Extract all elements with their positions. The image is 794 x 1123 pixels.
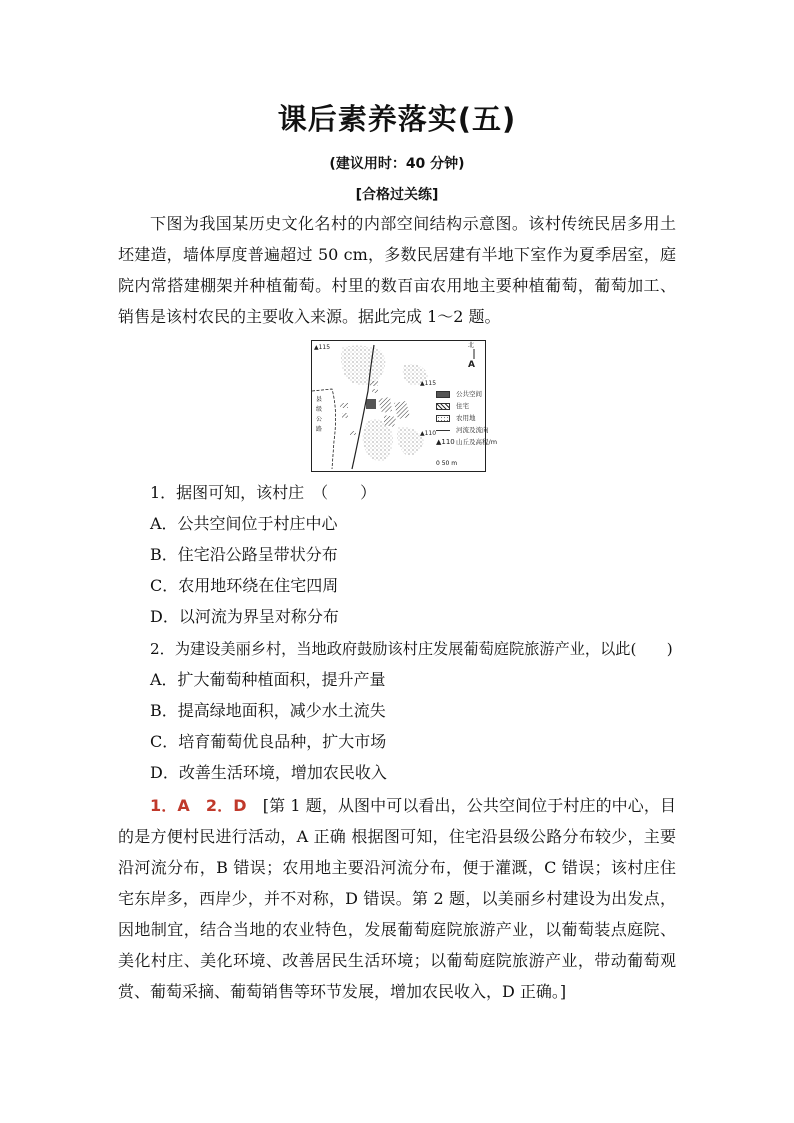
legend-label: 公共空间 bbox=[456, 390, 482, 398]
question-2-option-a: A．扩大葡萄种植面积，提升产量 bbox=[150, 670, 386, 689]
time-suggestion: (建议用时：40 分钟) bbox=[329, 156, 465, 172]
question-1-stem: 1．据图可知，该村庄 （ ） bbox=[150, 483, 377, 502]
scale-bar: 0 50 m bbox=[436, 460, 458, 467]
housing-block bbox=[384, 415, 396, 427]
north-label: 北 bbox=[468, 342, 475, 349]
housing-swatch bbox=[436, 403, 450, 410]
peak-label-tl: ▲115 bbox=[314, 344, 331, 351]
road-label-2: 级 bbox=[316, 406, 323, 413]
legend-label: 河流及流向 bbox=[456, 426, 489, 434]
section-heading: [合格过关练] bbox=[355, 187, 439, 203]
north-letter: A bbox=[468, 360, 475, 370]
page-title: 课后素养落实(五) bbox=[277, 102, 517, 136]
public-space bbox=[366, 399, 376, 409]
answer-text: [第 1 题，从图中可以看出，公共空间位于村庄的中心，目的是方便村民进行活动，A 正确 根据图可知，住宅沿县级公路分布较少，主要沿河流分布，B 错误；农用地主要沿河流分布，便于灌溉，C 错误；该村庄住宅东岸多，西岸少，并不对称，D 错误。第 2 题，以美丽乡村建设为出发点，因地制宜，结合当地的农业特色，发展葡萄庭院旅游产业，以葡萄装点庭院、美化村庄、美化环境、改善居民生活环境；以葡萄庭院旅游产业，带动葡萄观赏、葡萄采摘、葡萄销售等环节发展，增加农民收入，D 正确。] bbox=[118, 796, 676, 1001]
road-label-3: 公 bbox=[316, 416, 323, 423]
legend-hill bbox=[436, 436, 497, 448]
housing-block bbox=[378, 397, 392, 413]
legend-public-space bbox=[436, 388, 497, 400]
housing-block bbox=[350, 431, 356, 435]
farmland-area-north bbox=[341, 346, 385, 385]
question-2-option-b: B．提高绿地面积，减少水土流失 bbox=[150, 701, 386, 720]
river-legend-line bbox=[436, 430, 450, 431]
housing-block bbox=[370, 381, 378, 386]
legend-label: 山丘及高程/m bbox=[456, 438, 498, 446]
legend-river bbox=[436, 424, 497, 436]
farmland-swatch bbox=[436, 415, 450, 422]
hill-symbol: ▲110 bbox=[436, 438, 455, 446]
question-1-option-b: B．住宅沿公路呈带状分布 bbox=[150, 545, 338, 564]
question-1-option-c: C．农用地环绕在住宅四周 bbox=[150, 576, 339, 595]
housing-block bbox=[372, 389, 378, 393]
legend-label: 农用地 bbox=[456, 414, 476, 422]
road-label-1: 县 bbox=[316, 396, 323, 403]
housing-block bbox=[394, 401, 410, 419]
legend-housing bbox=[436, 400, 497, 412]
question-1-option-a: A．公共空间位于村庄中心 bbox=[150, 514, 338, 533]
answer-key: 1．A 2．D bbox=[150, 796, 247, 815]
question-2-option-c: C．培育葡萄优良品种，扩大市场 bbox=[150, 732, 387, 751]
housing-block bbox=[340, 403, 348, 408]
legend-farmland bbox=[436, 412, 497, 424]
peak-label-br: ▲110 bbox=[420, 430, 437, 437]
question-2-option-d: D．改善生活环境，增加农民收入 bbox=[150, 763, 387, 782]
legend-label: 住宅 bbox=[456, 402, 469, 410]
peak-label-right: ▲115 bbox=[420, 380, 437, 387]
public-space-swatch bbox=[436, 391, 450, 398]
intro-paragraph: 下图为我国某历史文化名村的内部空间结构示意图。该村传统民居多用土坯建造，墙体厚度普遍超过 50 cm，多数民居建有半地下室作为夏季居室，庭院内常搭建棚架并种植葡萄。村里的数百亩农用地主要种植葡萄，葡萄加工、销售是该村农民的主要收入来源。据此完成 1～2 题。 bbox=[118, 214, 676, 326]
road-label-4: 路 bbox=[316, 426, 323, 433]
map-legend bbox=[436, 388, 497, 448]
question-2-stem: 2．为建设美丽乡村，当地政府鼓励该村庄发展葡萄庭院旅游产业，以此( ) bbox=[150, 640, 673, 658]
answer-explanation bbox=[118, 790, 676, 1007]
question-1-option-d: D．以河流为界呈对称分布 bbox=[150, 607, 339, 626]
housing-block bbox=[342, 413, 348, 418]
